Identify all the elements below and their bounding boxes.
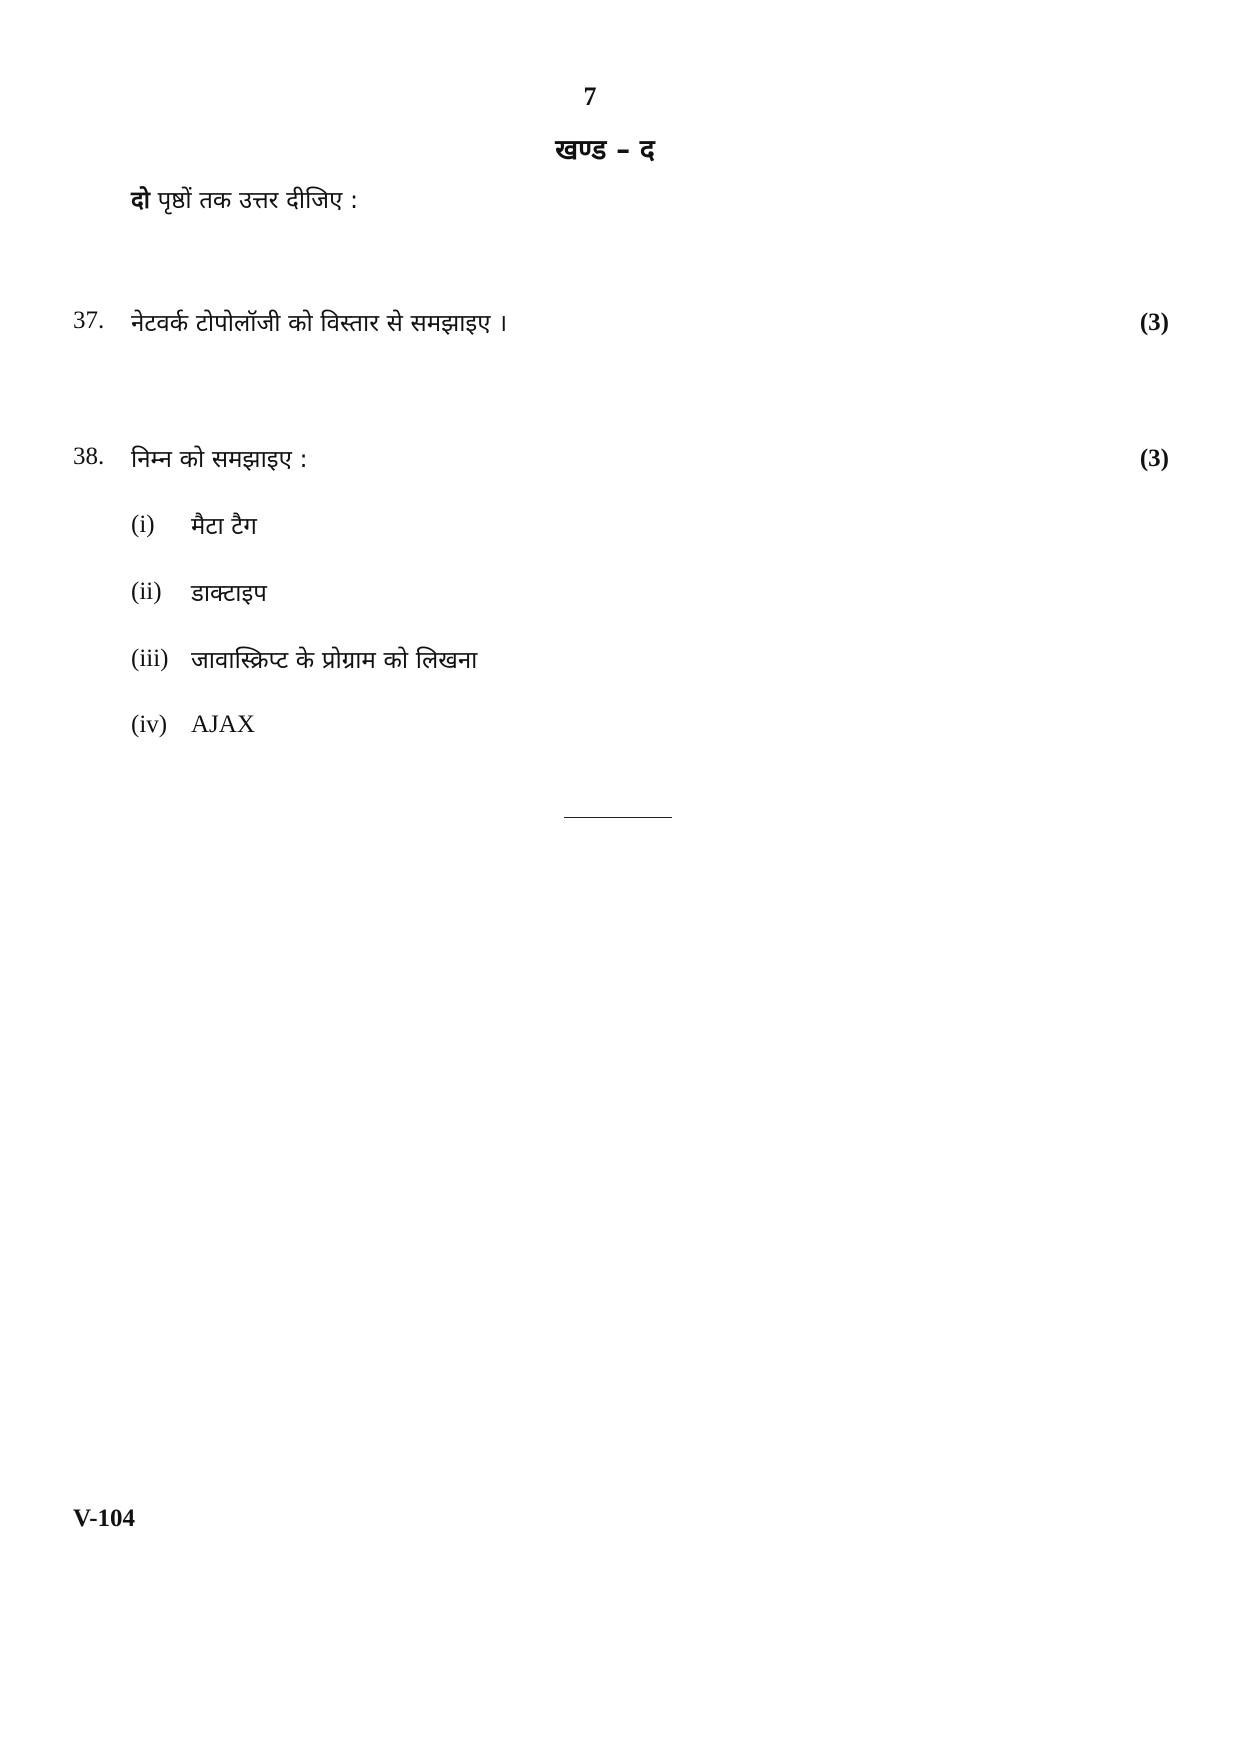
section-heading: खण्ड – द (555, 133, 655, 166)
question-38-number: 38. (73, 443, 105, 470)
part-i-label: (i) (131, 511, 155, 538)
part-iii-text: जावास्क्रिप्ट के प्रोग्राम को लिखना (191, 646, 478, 674)
question-37-text: नेटवर्क टोपोलॉजी को विस्तार से समझाइए । (131, 309, 508, 337)
part-i-text: मैटा टैग (191, 512, 257, 540)
footer-code: V-104 (73, 1505, 136, 1532)
question-38-marks: (3) (1139, 445, 1169, 472)
instruction (131, 183, 358, 216)
part-iii-label: (iii) (131, 645, 169, 672)
part-ii-text: डाक्टाइप (191, 579, 267, 607)
end-rule (564, 817, 672, 818)
part-ii-label: (ii) (131, 578, 162, 605)
page-number: 7 (583, 82, 597, 111)
part-iv-label: (iv) (131, 711, 168, 738)
instruction-text: पृष्ठों तक उत्तर दीजिए : (149, 186, 359, 214)
instruction-emphasis: दो (131, 186, 150, 214)
question-37-number: 37. (73, 307, 105, 334)
question-37-marks: (3) (1139, 309, 1169, 336)
question-38-text: निम्न को समझाइए : (131, 445, 308, 473)
part-iv-text: AJAX (191, 711, 255, 738)
